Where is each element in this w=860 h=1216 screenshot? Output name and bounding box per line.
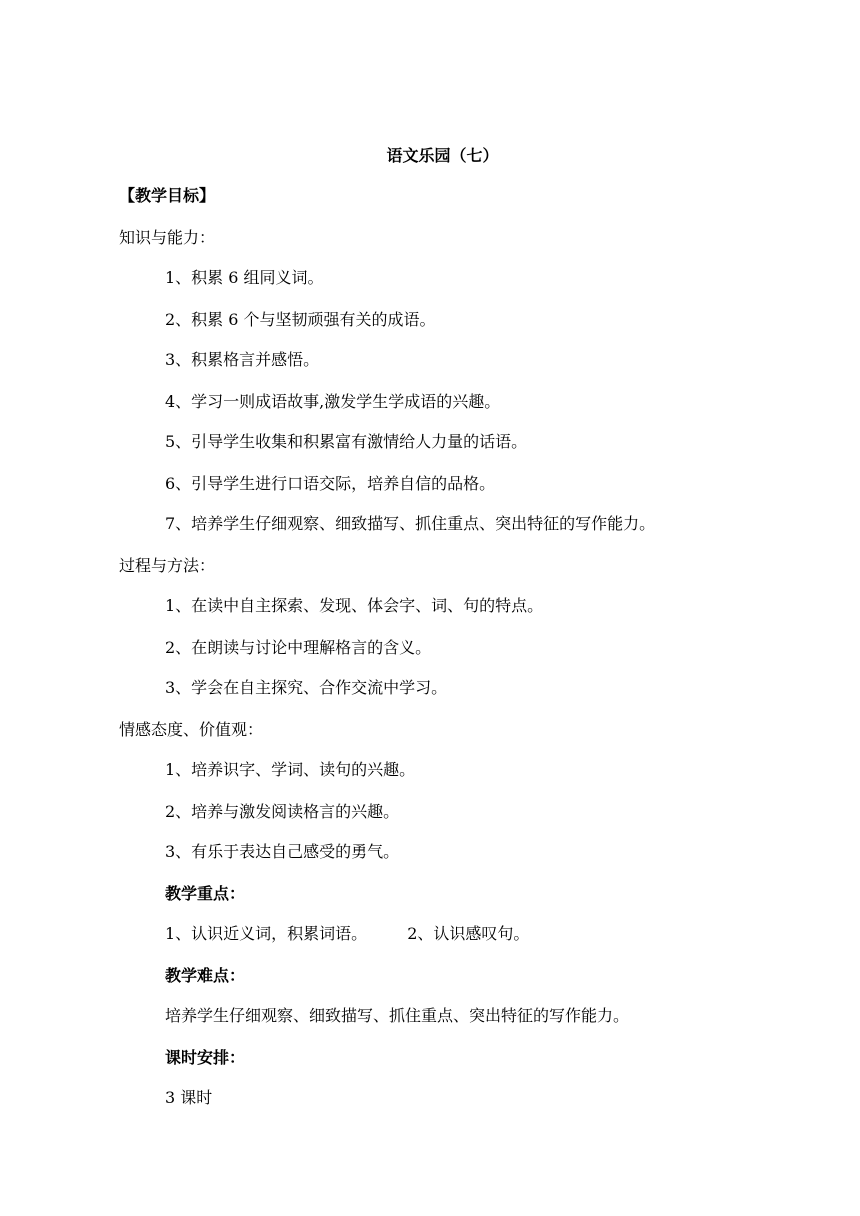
- subheading-process: 过程与方法：: [119, 556, 216, 575]
- process-item: 3、学会在自主探究、合作交流中学习。: [165, 678, 448, 697]
- key-point-item: 2、认识感叹句。: [407, 924, 530, 943]
- subheading-knowledge: 知识与能力：: [119, 228, 216, 247]
- page-title: 语文乐园（七）: [386, 146, 499, 165]
- key-points-line: [165, 924, 529, 944]
- knowledge-item: 2、积累 6 个与坚韧顽强有关的成语。: [165, 310, 436, 329]
- schedule-text: 3 课时: [165, 1088, 213, 1107]
- knowledge-item: 1、积累 6 组同义词。: [165, 268, 324, 287]
- process-item: 1、在读中自主探索、发现、体会字、词、句的特点。: [165, 596, 544, 615]
- knowledge-item: 4、学习一则成语故事,激发学生学成语的兴趣。: [165, 392, 501, 411]
- process-item: 2、在朗读与讨论中理解格言的含义。: [165, 638, 432, 657]
- knowledge-item: 3、积累格言并感悟。: [165, 350, 320, 369]
- emotion-item: 2、培养与激发阅读格言的兴趣。: [165, 802, 400, 821]
- subheading-emotion: 情感态度、价值观：: [119, 720, 264, 739]
- knowledge-item: 6、引导学生进行口语交际，培养自信的品格。: [165, 474, 496, 493]
- emotion-item: 3、有乐于表达自己感受的勇气。: [165, 842, 400, 861]
- key-point-item: 1、认识近义词，积累词语。: [165, 924, 368, 943]
- key-points-heading: 教学重点：: [165, 884, 246, 903]
- difficulties-text: 培养学生仔细观察、细致描写、抓住重点、突出特征的写作能力。: [165, 1006, 630, 1025]
- section-heading-goals: 【教学目标】: [119, 186, 216, 205]
- difficulties-heading: 教学难点：: [165, 966, 246, 985]
- schedule-heading: 课时安排：: [165, 1048, 246, 1067]
- knowledge-item: 7、培养学生仔细观察、细致描写、抓住重点、突出特征的写作能力。: [165, 514, 656, 533]
- emotion-item: 1、培养识字、学词、读句的兴趣。: [165, 760, 416, 779]
- knowledge-item: 5、引导学生收集和积累富有激情给人力量的话语。: [165, 432, 528, 451]
